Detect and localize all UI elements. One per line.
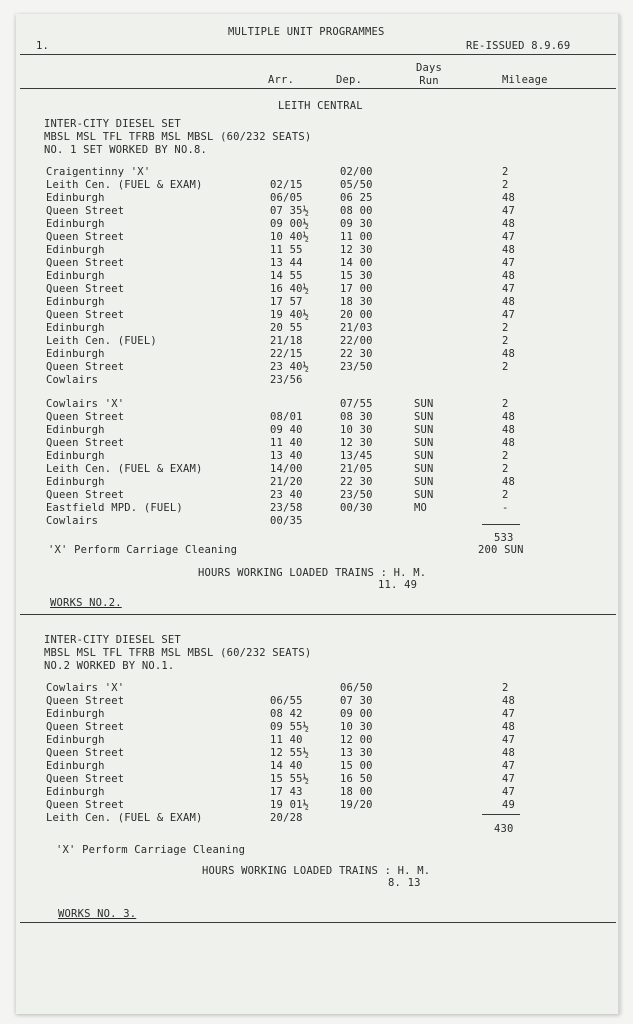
departure-time: 08 00 bbox=[340, 205, 373, 217]
mileage-value: 47 bbox=[502, 773, 516, 785]
departure-time: 13 30 bbox=[340, 747, 373, 759]
arrival-time: 20 55 bbox=[270, 322, 303, 334]
mileage-value: 2 bbox=[502, 398, 509, 410]
station-name: Edinburgh bbox=[46, 192, 105, 204]
station-name: Queen Street bbox=[46, 257, 125, 269]
station-name: Queen Street bbox=[46, 437, 125, 449]
departure-time: 22 30 bbox=[340, 476, 373, 488]
departure-time: 02/00 bbox=[340, 166, 373, 178]
station-name: Queen Street bbox=[46, 695, 125, 707]
mileage-value: 2 bbox=[502, 682, 509, 694]
arrival-time: 23 40½ bbox=[270, 361, 310, 373]
station-name: Edinburgh bbox=[46, 270, 105, 282]
days-run: SUN bbox=[414, 424, 434, 436]
mileage-value: 2 bbox=[502, 361, 509, 373]
station-name: Queen Street bbox=[46, 747, 125, 759]
mileage-value: 2 bbox=[502, 463, 509, 475]
departure-time: 15 30 bbox=[340, 270, 373, 282]
departure-time: 18 30 bbox=[340, 296, 373, 308]
document-title: MULTIPLE UNIT PROGRAMMES bbox=[228, 26, 385, 38]
arrival-time: 00/35 bbox=[270, 515, 303, 527]
arrival-time: 11 55 bbox=[270, 244, 303, 256]
arrival-time: 20/28 bbox=[270, 812, 303, 824]
arrival-time: 21/18 bbox=[270, 335, 303, 347]
departure-time: 21/03 bbox=[340, 322, 373, 334]
days-run: MO bbox=[414, 502, 428, 514]
set1-works-note: WORKS NO.2. bbox=[50, 597, 122, 609]
arrival-time: 21/20 bbox=[270, 476, 303, 488]
station-name: Edinburgh bbox=[46, 322, 105, 334]
page-number: 1. bbox=[36, 40, 50, 52]
departure-time: 08 30 bbox=[340, 411, 373, 423]
station-name: Queen Street bbox=[46, 231, 125, 243]
set-description-line: INTER-CITY DIESEL SET bbox=[44, 634, 181, 646]
station-name: Edinburgh bbox=[46, 244, 105, 256]
departure-time: 22 30 bbox=[340, 348, 373, 360]
departure-time: 10 30 bbox=[340, 721, 373, 733]
column-rule bbox=[20, 88, 616, 89]
set1-hours-label: HOURS WORKING LOADED TRAINS : H. M. bbox=[198, 567, 427, 579]
mileage-value: 2 bbox=[502, 489, 509, 501]
departure-time: 11 00 bbox=[340, 231, 373, 243]
arrival-time: 19 40½ bbox=[270, 309, 310, 321]
reissued-date: RE-ISSUED 8.9.69 bbox=[466, 40, 571, 52]
station-name: Queen Street bbox=[46, 773, 125, 785]
arrival-time: 22/15 bbox=[270, 348, 303, 360]
set-description-line: MBSL MSL TFL TFRB MSL MBSL (60/232 SEATS) bbox=[44, 131, 312, 143]
set2-note: 'X' Perform Carriage Cleaning bbox=[56, 844, 246, 856]
mileage-value: 2 bbox=[502, 322, 509, 334]
set1-total-rule bbox=[482, 524, 520, 525]
set2-hours-value: 8. 13 bbox=[388, 877, 421, 889]
mileage-value: 48 bbox=[502, 695, 516, 707]
departure-time: 18 00 bbox=[340, 786, 373, 798]
days-run: SUN bbox=[414, 476, 434, 488]
set2-works-note: WORKS NO. 3. bbox=[58, 908, 137, 920]
station-name: Edinburgh bbox=[46, 424, 105, 436]
departure-time: 15 00 bbox=[340, 760, 373, 772]
arrival-time: 13 44 bbox=[270, 257, 303, 269]
mileage-value: 48 bbox=[502, 476, 516, 488]
mileage-value: 48 bbox=[502, 424, 516, 436]
mileage-value: 48 bbox=[502, 747, 516, 759]
arrival-time: 02/15 bbox=[270, 179, 303, 191]
arrival-time: 19 01½ bbox=[270, 799, 310, 811]
arrival-time: 23/58 bbox=[270, 502, 303, 514]
departure-time: 05/50 bbox=[340, 179, 373, 191]
mileage-value: 47 bbox=[502, 231, 516, 243]
station-name: Cowlairs 'X' bbox=[46, 682, 125, 694]
mileage-value: 49 bbox=[502, 799, 516, 811]
station-name: Edinburgh bbox=[46, 734, 105, 746]
mileage-value: 48 bbox=[502, 296, 516, 308]
mileage-value: 48 bbox=[502, 192, 516, 204]
arrival-time: 23/56 bbox=[270, 374, 303, 386]
station-name: Edinburgh bbox=[46, 296, 105, 308]
set1-total-miles: 533 bbox=[494, 532, 514, 544]
mileage-value: 48 bbox=[502, 244, 516, 256]
arrival-time: 17 57 bbox=[270, 296, 303, 308]
set-description-line: MBSL MSL TFL TFRB MSL MBSL (60/232 SEATS) bbox=[44, 647, 312, 659]
station-name: Cowlairs 'X' bbox=[46, 398, 125, 410]
set2-hours-label: HOURS WORKING LOADED TRAINS : H. M. bbox=[202, 865, 431, 877]
mileage-value: 48 bbox=[502, 218, 516, 230]
station-name: Cowlairs bbox=[46, 515, 99, 527]
arrival-time: 15 55½ bbox=[270, 773, 310, 785]
arrival-time: 08/01 bbox=[270, 411, 303, 423]
arrival-time: 08 42 bbox=[270, 708, 303, 720]
mileage-value: 47 bbox=[502, 283, 516, 295]
departure-time: 09 30 bbox=[340, 218, 373, 230]
station-name: Queen Street bbox=[46, 361, 125, 373]
station-name: Queen Street bbox=[46, 205, 125, 217]
station-name: Craigentinny 'X' bbox=[46, 166, 151, 178]
station-name: Leith Cen. (FUEL & EXAM) bbox=[46, 463, 203, 475]
departure-time: 12 30 bbox=[340, 244, 373, 256]
mileage-value: 48 bbox=[502, 437, 516, 449]
departure-time: 06 25 bbox=[340, 192, 373, 204]
arrival-time: 11 40 bbox=[270, 734, 303, 746]
mileage-value: - bbox=[502, 502, 509, 514]
days-run: SUN bbox=[414, 489, 434, 501]
departure-time: 20 00 bbox=[340, 309, 373, 321]
mileage-value: 47 bbox=[502, 257, 516, 269]
arrival-time: 11 40 bbox=[270, 437, 303, 449]
section-rule bbox=[20, 614, 616, 615]
arrival-time: 16 40½ bbox=[270, 283, 310, 295]
arrival-time: 10 40½ bbox=[270, 231, 310, 243]
set1-total-sunday: 200 SUN bbox=[478, 544, 524, 556]
departure-time: 09 00 bbox=[340, 708, 373, 720]
station-name: Queen Street bbox=[46, 411, 125, 423]
col-mileage-header: Mileage bbox=[502, 74, 548, 86]
arrival-time: 14/00 bbox=[270, 463, 303, 475]
station-name: Edinburgh bbox=[46, 786, 105, 798]
set1-note: 'X' Perform Carriage Cleaning bbox=[48, 544, 238, 556]
mileage-value: 2 bbox=[502, 166, 509, 178]
mileage-value: 47 bbox=[502, 309, 516, 321]
departure-time: 06/50 bbox=[340, 682, 373, 694]
departure-time: 23/50 bbox=[340, 361, 373, 373]
arrival-time: 14 40 bbox=[270, 760, 303, 772]
departure-time: 12 30 bbox=[340, 437, 373, 449]
station-name: Leith Cen. (FUEL & EXAM) bbox=[46, 179, 203, 191]
mileage-value: 47 bbox=[502, 734, 516, 746]
mileage-value: 48 bbox=[502, 721, 516, 733]
arrival-time: 13 40 bbox=[270, 450, 303, 462]
station-name: Queen Street bbox=[46, 721, 125, 733]
mileage-value: 47 bbox=[502, 708, 516, 720]
station-name: Leith Cen. (FUEL & EXAM) bbox=[46, 812, 203, 824]
document-sheet bbox=[16, 14, 620, 1014]
col-arr-header: Arr. bbox=[268, 74, 295, 86]
days-run: SUN bbox=[414, 450, 434, 462]
arrival-time: 14 55 bbox=[270, 270, 303, 282]
arrival-time: 23 40 bbox=[270, 489, 303, 501]
mileage-value: 47 bbox=[502, 760, 516, 772]
days-run: SUN bbox=[414, 463, 434, 475]
departure-time: 14 00 bbox=[340, 257, 373, 269]
arrival-time: 07 35½ bbox=[270, 205, 310, 217]
departure-time: 22/00 bbox=[340, 335, 373, 347]
departure-time: 17 00 bbox=[340, 283, 373, 295]
mileage-value: 2 bbox=[502, 179, 509, 191]
departure-time: 13/45 bbox=[340, 450, 373, 462]
mileage-value: 2 bbox=[502, 450, 509, 462]
days-run: SUN bbox=[414, 398, 434, 410]
arrival-time: 09 00½ bbox=[270, 218, 310, 230]
departure-time: 16 50 bbox=[340, 773, 373, 785]
arrival-time: 09 55½ bbox=[270, 721, 310, 733]
mileage-value: 48 bbox=[502, 348, 516, 360]
station-name: Edinburgh bbox=[46, 476, 105, 488]
days-run: SUN bbox=[414, 411, 434, 423]
station-name: Edinburgh bbox=[46, 708, 105, 720]
station-name: Queen Street bbox=[46, 309, 125, 321]
station-name: Eastfield MPD. (FUEL) bbox=[46, 502, 183, 514]
mileage-value: 48 bbox=[502, 411, 516, 423]
departure-time: 00/30 bbox=[340, 502, 373, 514]
mileage-value: 47 bbox=[502, 205, 516, 217]
header-rule bbox=[20, 54, 616, 55]
set-description-line: INTER-CITY DIESEL SET bbox=[44, 118, 181, 130]
departure-time: 12 00 bbox=[340, 734, 373, 746]
col-days-run-header: Days Run bbox=[415, 62, 443, 87]
station-name: Queen Street bbox=[46, 283, 125, 295]
station-name: Queen Street bbox=[46, 489, 125, 501]
set1-hours-value: 11. 49 bbox=[378, 579, 418, 591]
col-dep-header: Dep. bbox=[336, 74, 363, 86]
mileage-value: 2 bbox=[502, 335, 509, 347]
footer-rule bbox=[20, 922, 616, 923]
station-name: Edinburgh bbox=[46, 348, 105, 360]
depot-heading: LEITH CENTRAL bbox=[278, 100, 363, 112]
station-name: Leith Cen. (FUEL) bbox=[46, 335, 157, 347]
arrival-time: 17 43 bbox=[270, 786, 303, 798]
station-name: Edinburgh bbox=[46, 218, 105, 230]
set2-total-rule bbox=[482, 814, 520, 815]
station-name: Edinburgh bbox=[46, 760, 105, 772]
days-run: SUN bbox=[414, 437, 434, 449]
mileage-value: 48 bbox=[502, 270, 516, 282]
departure-time: 07 30 bbox=[340, 695, 373, 707]
arrival-time: 09 40 bbox=[270, 424, 303, 436]
departure-time: 23/50 bbox=[340, 489, 373, 501]
arrival-time: 06/05 bbox=[270, 192, 303, 204]
arrival-time: 06/55 bbox=[270, 695, 303, 707]
station-name: Queen Street bbox=[46, 799, 125, 811]
station-name: Edinburgh bbox=[46, 450, 105, 462]
set2-total-miles: 430 bbox=[494, 823, 514, 835]
set-description-line: NO.2 WORKED BY NO.1. bbox=[44, 660, 175, 672]
departure-time: 10 30 bbox=[340, 424, 373, 436]
mileage-value: 47 bbox=[502, 786, 516, 798]
set-description-line: NO. 1 SET WORKED BY NO.8. bbox=[44, 144, 208, 156]
departure-time: 19/20 bbox=[340, 799, 373, 811]
departure-time: 21/05 bbox=[340, 463, 373, 475]
arrival-time: 12 55½ bbox=[270, 747, 310, 759]
station-name: Cowlairs bbox=[46, 374, 99, 386]
departure-time: 07/55 bbox=[340, 398, 373, 410]
